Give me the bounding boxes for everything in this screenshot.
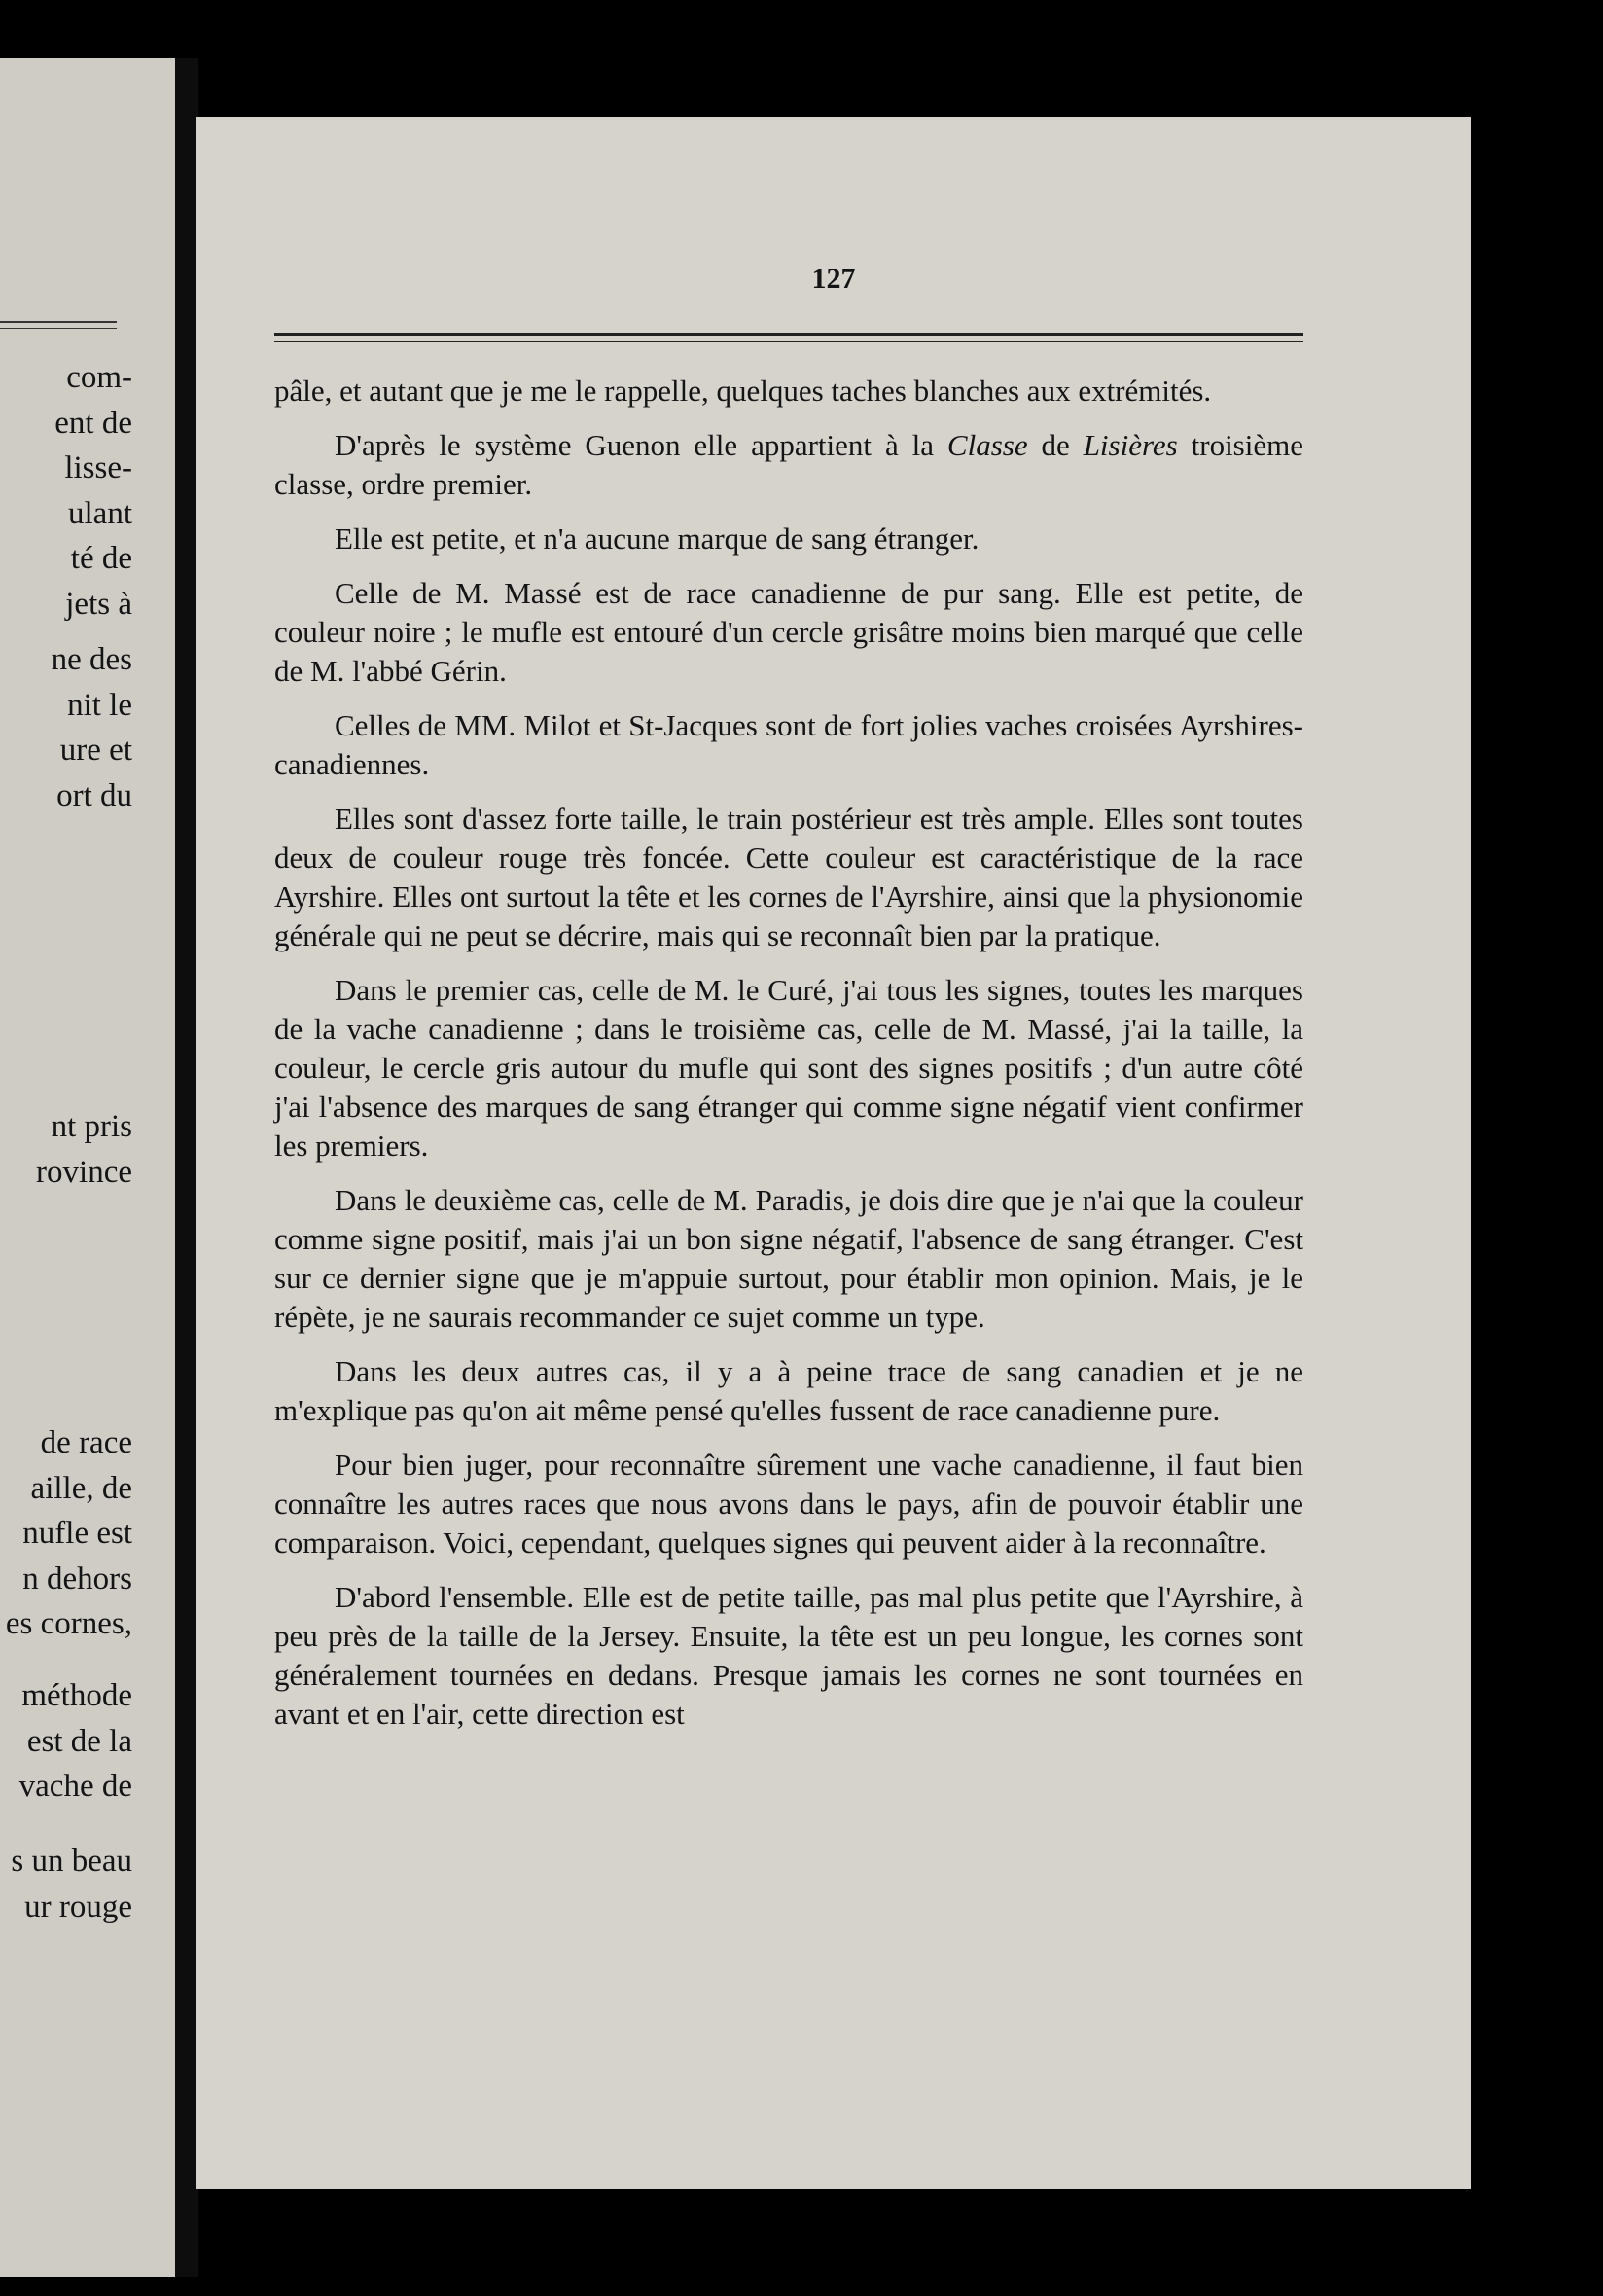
paragraph: Pour bien juger, pour reconnaître sûrement une vache canadienne, il faut bien connaître les autres races que nous avons dans le pays, afin de pouvoir établir une comparaison. Voici, cependant, quelques signes qui peuvent aider à la reconnaître. xyxy=(274,1448,1303,1560)
left-line: ulant xyxy=(68,495,132,531)
paragraph: pâle, et autant que je me le rappelle, quelques taches blanches aux extrémités. xyxy=(274,374,1212,408)
paragraph: Celles de MM. Milot et St-Jacques sont de fort jolies vaches croisées Ayrshires-canadiennes. xyxy=(274,708,1303,781)
left-line: jets à xyxy=(65,586,132,622)
left-text-block-2 xyxy=(52,637,132,818)
left-line: nufle est xyxy=(22,1516,132,1551)
left-text-block-5 xyxy=(19,1673,132,1810)
left-line: s un beau xyxy=(11,1844,132,1879)
paragraph: D'abord l'ensemble. Elle est de petite taille, pas mal plus petite que l'Ayrshire, à peu près de la taille de la Jersey. Ensuite, la tête est un peu longue, les cornes sont généralement tournées en dedans. Presque jamais les cornes ne sont tournées en avant et en l'air, cette direction est xyxy=(274,1580,1303,1731)
left-line: rovince xyxy=(36,1154,132,1190)
left-line: ur rouge xyxy=(24,1888,132,1924)
paragraph: Dans le premier cas, celle de M. le Curé, j'ai tous les signes, toutes les marques de la vache canadienne ; dans le troisième cas, celle de M. Massé, j'ai la taille, la couleur, le cercle gris autour du mufle qui sont des signes positifs ; d'un autre côté j'ai l'absence des marques de sang étranger qui comme signe négatif vient confirmer les premiers. xyxy=(274,973,1303,1163)
header-rule xyxy=(274,333,1303,342)
previous-page-fragment xyxy=(0,58,191,2277)
left-line: est de la xyxy=(26,1723,132,1759)
text-run: de xyxy=(1027,428,1084,462)
page-body xyxy=(274,372,1303,1749)
book-gutter xyxy=(175,58,198,2277)
left-text-block-4 xyxy=(6,1420,132,1647)
text-run: troisième classe, ordre premier. xyxy=(274,428,1303,501)
left-line: ure et xyxy=(59,733,132,768)
paragraph: Dans les deux autres cas, il y a à peine trace de sang canadien et je ne m'explique pas qu'on ait même pensé qu'elles fussent de race canadienne pure. xyxy=(274,1354,1303,1427)
left-line: com- xyxy=(66,360,132,395)
left-line: ent de xyxy=(54,405,132,441)
left-line: nt pris xyxy=(51,1109,132,1144)
paragraph: Celle de M. Massé est de race canadienne de pur sang. Elle est petite, de couleur noire ; le mufle est entouré d'un cercle grisâtre moins bien marqué que celle de M. l'abbé Gérin. xyxy=(274,576,1303,688)
left-text-block-1 xyxy=(54,355,132,627)
left-header-rule xyxy=(0,321,117,323)
page-number: 127 xyxy=(811,263,856,295)
left-line: vache de xyxy=(18,1769,132,1804)
paragraph xyxy=(274,426,1303,504)
paragraph: Dans le deuxième cas, celle de M. Paradis, je dois dire que je n'ai que la couleur comme signe positif, mais j'ai un bon signe négatif, l'absence de sang étranger. C'est sur ce dernier signe que je m'appuie surtout, pour établir mon opinion. Mais, je le répète, je ne saurais recommander ce sujet comme un type. xyxy=(274,1183,1303,1334)
left-line: méthode xyxy=(21,1678,132,1713)
left-header-rule-thin xyxy=(0,328,117,329)
book-page xyxy=(196,117,1471,2189)
left-line: nit le xyxy=(67,687,132,723)
paragraph: Elles sont d'assez forte taille, le train postérieur est très ample. Elles sont toutes deux de couleur rouge très foncée. Cette couleur est caractéristique de la race Ayrshire. Elles ont surtout la tête et les cornes de l'Ayrshire, ainsi que la physionomie générale qui ne peut se décrire, mais qui se reconnaît bien par la pratique. xyxy=(274,802,1303,952)
text-run: D'après le système Guenon elle appartient à la xyxy=(335,428,947,462)
left-line: n dehors xyxy=(22,1561,132,1596)
left-line: es cornes, xyxy=(5,1606,132,1641)
left-line: de race xyxy=(40,1425,132,1460)
left-line: aille, de xyxy=(30,1470,132,1506)
left-text-block-6 xyxy=(11,1839,132,1929)
italic-term: Classe xyxy=(946,428,1028,462)
italic-term: Lisières xyxy=(1083,428,1178,462)
left-line: ne des xyxy=(51,642,132,677)
left-text-block-3 xyxy=(36,1104,132,1195)
left-line: lisse- xyxy=(64,450,132,485)
paragraph: Elle est petite, et n'a aucune marque de sang étranger. xyxy=(335,521,980,556)
left-line: ort du xyxy=(56,777,132,813)
left-line: té de xyxy=(70,541,132,576)
